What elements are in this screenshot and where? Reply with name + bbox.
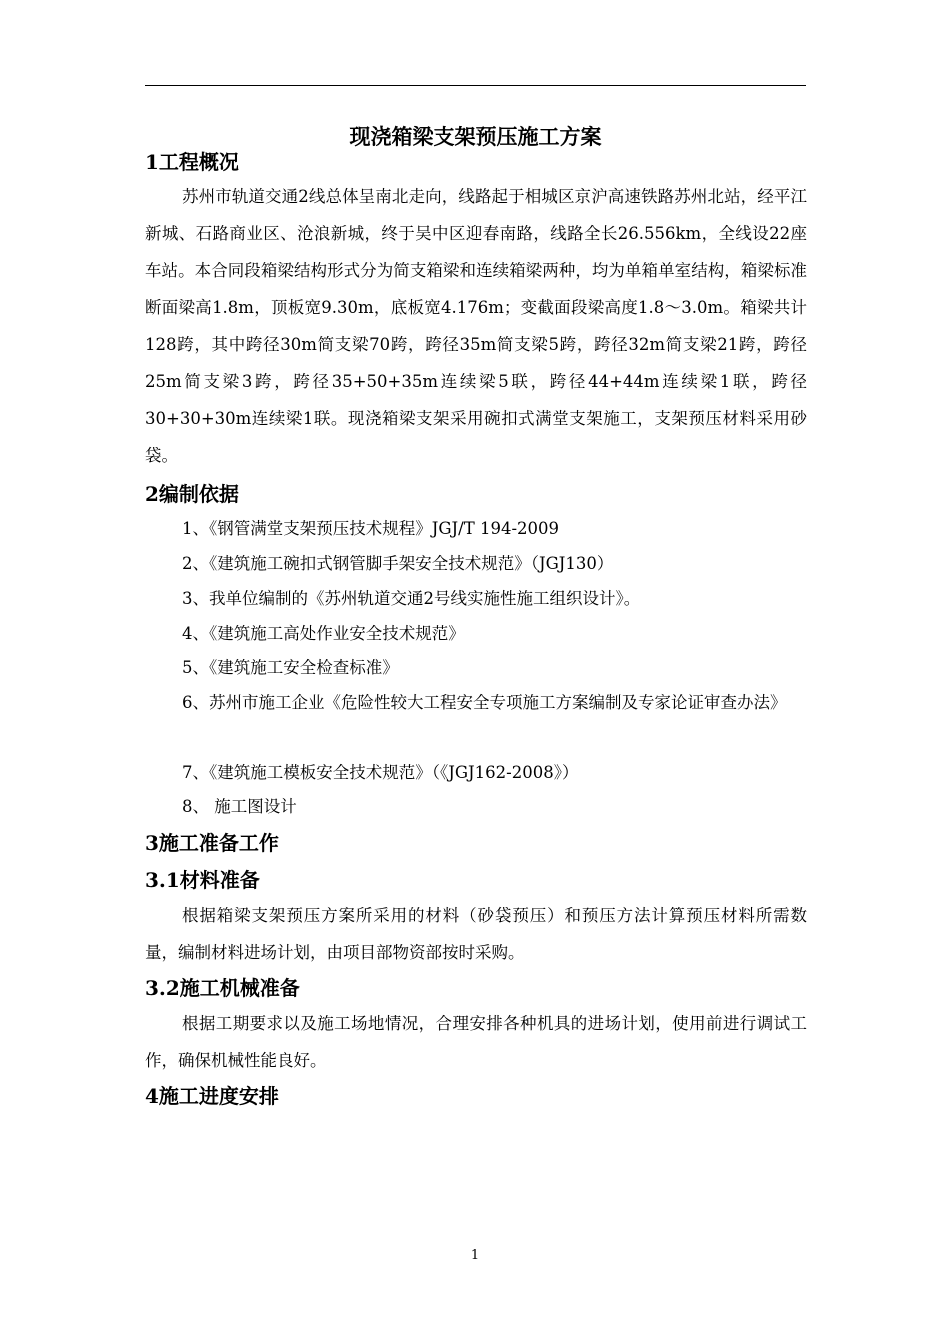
reference-item-2: 2、《建筑施工碗扣式钢管脚手架安全技术规范》（JGJ130） [182, 554, 614, 573]
section-1-paragraph: 苏州市轨道交通2线总体呈南北走向，线路起于相城区京沪高速铁路苏州北站，经平江新城、石路商业区、沧浪新城，终于吴中区迎春南路，线路全长26.556km，全线设22座车站。本合同段箱梁结构形式分为简支箱梁和连续箱梁两种，均为单箱单室结构，箱梁标准断面梁高1.8m，顶板宽9.30m，底板宽4.176m；变截面段梁高度1.8～3.0m。箱梁共计128跨，其中跨径30m简支梁70跨，跨径35m简支梁5跨，跨径32m简支梁21跨，跨径25m简支梁3跨，跨径35+50+35m连续梁5联，跨径44+44m连续梁1联，跨径30+30+30m连续梁1联。现浇箱梁支架采用碗扣式满堂支架施工，支架预压材料采用砂袋。 [145, 187, 807, 465]
header-rule [145, 85, 806, 86]
reference-item-1: 1、《钢管满堂支架预压技术规程》JGJ/T 194-2009 [182, 519, 560, 538]
section-1-heading: 1工程概况 [145, 150, 239, 174]
section-3-1-heading: 3.1材料准备 [145, 868, 260, 892]
section-2-heading: 2编制依据 [145, 482, 239, 506]
section-3-2-heading: 3.2施工机械准备 [145, 976, 300, 1000]
section-3-1-paragraph: 根据箱梁支架预压方案所采用的材料（砂袋预压）和预压方法计算预压材料所需数量，编制材料进场计划，由项目部物资部按时采购。 [145, 906, 807, 962]
reference-item-3: 3、我单位编制的《苏州轨道交通2号线实施性施工组织设计》。 [182, 589, 641, 608]
reference-item-5: 5、《建筑施工安全检查标准》 [182, 658, 399, 677]
section-4-heading: 4施工进度安排 [145, 1084, 279, 1108]
reference-item-4: 4、《建筑施工高处作业安全技术规范》 [182, 624, 465, 643]
page-number: 1 [470, 1248, 480, 1263]
section-3-heading: 3施工准备工作 [145, 831, 279, 855]
reference-item-7: 7、《建筑施工模板安全技术规范》（《JGJ162-2008》） [182, 763, 579, 782]
section-3-2-paragraph: 根据工期要求以及施工场地情况，合理安排各种机具的进场计划，使用前进行调试工作，确保机械性能良好。 [145, 1014, 807, 1070]
reference-item-6: 6、苏州市施工企业《危险性较大工程安全专项施工方案编制及专家论证审查办法》 [182, 693, 787, 712]
reference-item-8: 8、 施工图设计 [182, 797, 297, 816]
document-title: 现浇箱梁支架预压施工方案 [349, 124, 602, 149]
